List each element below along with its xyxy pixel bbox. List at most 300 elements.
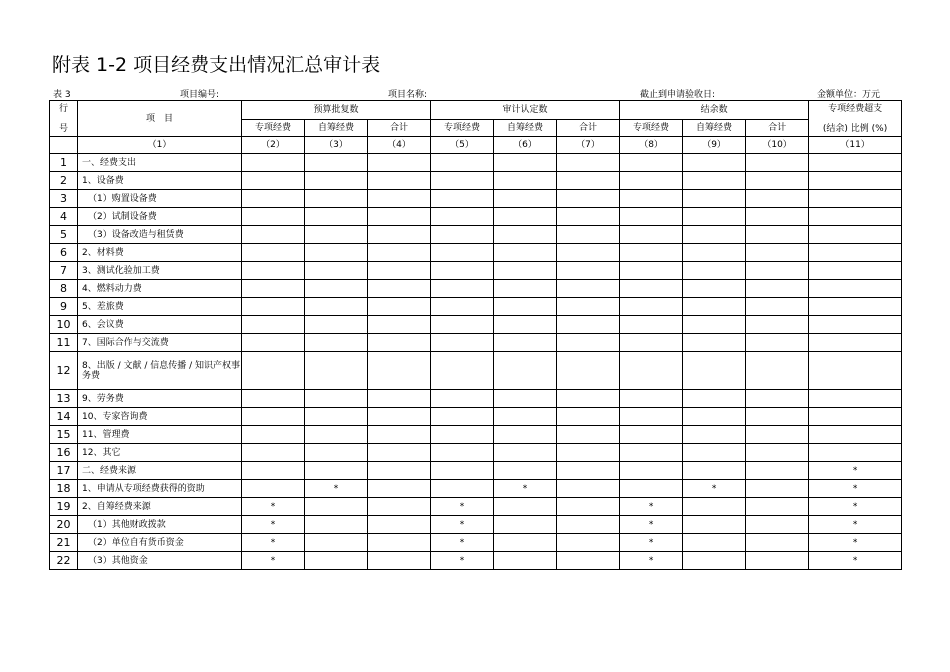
amount-cell (683, 226, 746, 244)
table-row (50, 352, 902, 390)
amount-cell (431, 208, 494, 226)
amount-cell (683, 444, 746, 462)
amount-cell (305, 154, 368, 172)
amount-cell (683, 390, 746, 408)
amount-cell (368, 352, 431, 390)
row-number-cell: 10 (50, 316, 78, 334)
item-name-cell: 11、管理费 (78, 426, 242, 444)
table-row (50, 480, 902, 498)
amount-cell: * (620, 534, 683, 552)
amount-cell (431, 444, 494, 462)
overspend-ratio-header: 专项经费超支 (结余) 比例 (%) (809, 101, 902, 137)
amount-cell (746, 390, 809, 408)
amount-cell (620, 172, 683, 190)
amount-cell (494, 280, 557, 298)
amount-cell (683, 244, 746, 262)
amount-cell (494, 552, 557, 570)
amount-cell (620, 444, 683, 462)
amount-cell (557, 298, 620, 316)
amount-cell (368, 208, 431, 226)
col-number-cell: （8） (620, 137, 683, 154)
amount-cell (557, 262, 620, 280)
amount-cell (620, 208, 683, 226)
amount-cell (242, 298, 305, 316)
amount-cell (368, 316, 431, 334)
amount-cell (557, 334, 620, 352)
amount-cell (431, 352, 494, 390)
amount-cell (620, 298, 683, 316)
amount-cell (683, 298, 746, 316)
amount-cell (683, 534, 746, 552)
item-name-cell: 1、设备费 (78, 172, 242, 190)
subcol-header: 合计 (746, 120, 809, 137)
amount-cell: * (431, 516, 494, 534)
amount-cell (431, 426, 494, 444)
table-row (50, 280, 902, 298)
amount-cell (431, 390, 494, 408)
amount-cell (620, 334, 683, 352)
amount-cell (494, 462, 557, 480)
amount-cell (557, 154, 620, 172)
subcol-header: 合计 (557, 120, 620, 137)
amount-cell (746, 462, 809, 480)
row-number-cell: 2 (50, 172, 78, 190)
row-number-cell: 11 (50, 334, 78, 352)
amount-cell (431, 226, 494, 244)
amount-cell (746, 480, 809, 498)
amount-cell (305, 190, 368, 208)
amount-cell (431, 480, 494, 498)
col-number-cell: （3） (305, 137, 368, 154)
item-name-cell: 2、材料费 (78, 244, 242, 262)
amount-cell (557, 408, 620, 426)
amount-cell (620, 408, 683, 426)
col-number-cell: （7） (557, 137, 620, 154)
amount-cell (494, 262, 557, 280)
amount-cell (305, 280, 368, 298)
amount-cell (368, 172, 431, 190)
amount-cell (368, 390, 431, 408)
amount-cell (746, 316, 809, 334)
amount-cell (368, 480, 431, 498)
amount-cell (557, 390, 620, 408)
row-number-cell: 5 (50, 226, 78, 244)
amount-cell (746, 352, 809, 390)
table-row (50, 208, 902, 226)
item-name-cell: 一、经费支出 (78, 154, 242, 172)
amount-cell (431, 280, 494, 298)
table-row (50, 262, 902, 280)
amount-cell (746, 426, 809, 444)
amount-cell (683, 316, 746, 334)
amount-cell (746, 172, 809, 190)
amount-cell (368, 552, 431, 570)
amount-cell (242, 316, 305, 334)
amount-cell: * (809, 552, 902, 570)
amount-cell: * (242, 516, 305, 534)
amount-cell (305, 498, 368, 516)
amount-cell (557, 208, 620, 226)
item-name-cell: 8、出版 / 文献 / 信息传播 / 知识产权事务费 (78, 352, 242, 390)
amount-cell (746, 226, 809, 244)
col-number-cell: （1） (78, 137, 242, 154)
amount-cell (620, 316, 683, 334)
col-number-cell: （2） (242, 137, 305, 154)
item-name-cell: 二、经费来源 (78, 462, 242, 480)
amount-cell (746, 516, 809, 534)
amount-cell (557, 244, 620, 262)
amount-cell (809, 298, 902, 316)
amount-cell (431, 408, 494, 426)
row-number-cell: 19 (50, 498, 78, 516)
amount-cell (683, 552, 746, 570)
amount-cell (746, 498, 809, 516)
amount-cell (305, 262, 368, 280)
amount-cell: * (431, 552, 494, 570)
audit-summary-table (49, 100, 902, 570)
item-name-cell: （1）购置设备费 (78, 190, 242, 208)
amount-cell: * (242, 534, 305, 552)
item-name-cell: 10、专家咨询费 (78, 408, 242, 426)
item-name-cell: 2、自筹经费来源 (78, 498, 242, 516)
amount-cell (494, 334, 557, 352)
amount-cell (305, 298, 368, 316)
amount-cell (494, 298, 557, 316)
amount-cell (431, 462, 494, 480)
col-number-cell (50, 137, 78, 154)
page-title: 附表 1-2 项目经费支出情况汇总审计表 (52, 54, 381, 76)
row-number-cell: 3 (50, 190, 78, 208)
amount-cell (431, 316, 494, 334)
amount-cell (557, 444, 620, 462)
item-name-cell: （2）单位自有货币资金 (78, 534, 242, 552)
amount-cell (809, 426, 902, 444)
amount-cell (746, 334, 809, 352)
amount-cell (683, 516, 746, 534)
amount-cell (809, 208, 902, 226)
subcol-header: 专项经费 (242, 120, 305, 137)
amount-cell (305, 390, 368, 408)
amount-cell (620, 154, 683, 172)
row-number-cell: 9 (50, 298, 78, 316)
amount-cell (809, 172, 902, 190)
row-number-cell: 18 (50, 480, 78, 498)
amount-cell: * (809, 480, 902, 498)
amount-cell: * (494, 480, 557, 498)
amount-cell (494, 390, 557, 408)
deadline-label: 截止到申请验收日: (640, 90, 716, 100)
item-name-cell: 4、燃料动力费 (78, 280, 242, 298)
row-number-cell: 17 (50, 462, 78, 480)
amount-cell (494, 190, 557, 208)
col-number-cell: （5） (431, 137, 494, 154)
amount-cell (242, 352, 305, 390)
amount-cell (809, 154, 902, 172)
amount-cell (242, 444, 305, 462)
amount-cell (431, 244, 494, 262)
amount-cell (368, 262, 431, 280)
amount-cell (620, 426, 683, 444)
amount-cell (368, 226, 431, 244)
amount-cell (683, 208, 746, 226)
amount-cell (305, 552, 368, 570)
amount-cell (683, 334, 746, 352)
amount-cell (431, 298, 494, 316)
amount-cell (809, 316, 902, 334)
project-number-label: 项目编号: (180, 90, 220, 100)
amount-cell (809, 408, 902, 426)
item-name-cell: （1）其他财政拨款 (78, 516, 242, 534)
amount-cell (809, 334, 902, 352)
amount-cell (305, 426, 368, 444)
amount-cell (368, 190, 431, 208)
amount-cell (620, 480, 683, 498)
amount-cell (305, 244, 368, 262)
amount-cell (746, 444, 809, 462)
table-row (50, 172, 902, 190)
amount-cell (557, 516, 620, 534)
amount-cell (368, 154, 431, 172)
amount-cell (683, 408, 746, 426)
amount-cell: * (683, 480, 746, 498)
subcol-header: 自筹经费 (305, 120, 368, 137)
amount-cell (557, 534, 620, 552)
amount-cell (683, 462, 746, 480)
row-number-cell: 12 (50, 352, 78, 390)
amount-cell (242, 226, 305, 244)
table-number: 表 3 (53, 90, 71, 100)
row-number-cell: 21 (50, 534, 78, 552)
table-row (50, 516, 902, 534)
amount-cell (305, 352, 368, 390)
amount-cell (494, 408, 557, 426)
item-name-cell: 5、差旅费 (78, 298, 242, 316)
item-header: 项 目 (78, 101, 242, 137)
project-name-label: 项目名称: (388, 90, 428, 100)
row-number-cell: 22 (50, 552, 78, 570)
amount-cell (494, 516, 557, 534)
amount-cell (494, 226, 557, 244)
amount-cell (683, 262, 746, 280)
amount-cell (809, 262, 902, 280)
subcol-header: 合计 (368, 120, 431, 137)
table-row (50, 426, 902, 444)
amount-cell (494, 444, 557, 462)
item-name-cell: 12、其它 (78, 444, 242, 462)
amount-cell (305, 516, 368, 534)
amount-cell (368, 408, 431, 426)
table-row (50, 408, 902, 426)
amount-cell (494, 534, 557, 552)
row-number-cell: 20 (50, 516, 78, 534)
amount-cell (620, 280, 683, 298)
amount-cell (494, 208, 557, 226)
item-name-cell: 3、测试化验加工费 (78, 262, 242, 280)
amount-cell: * (620, 552, 683, 570)
amount-cell (494, 244, 557, 262)
amount-cell (305, 226, 368, 244)
row-number-cell: 14 (50, 408, 78, 426)
amount-cell (242, 172, 305, 190)
amount-cell (620, 262, 683, 280)
amount-cell (746, 262, 809, 280)
table-row (50, 316, 902, 334)
row-number-cell: 7 (50, 262, 78, 280)
amount-cell (557, 172, 620, 190)
table-row (50, 498, 902, 516)
amount-cell (620, 390, 683, 408)
amount-cell (242, 426, 305, 444)
table-row (50, 444, 902, 462)
amount-cell (557, 190, 620, 208)
amount-cell (494, 352, 557, 390)
amount-cell (368, 298, 431, 316)
amount-cell (368, 244, 431, 262)
table-row (50, 190, 902, 208)
amount-cell (242, 244, 305, 262)
item-name-cell: （2）试制设备费 (78, 208, 242, 226)
amount-cell (746, 534, 809, 552)
item-name-cell: 9、劳务费 (78, 390, 242, 408)
table-row (50, 226, 902, 244)
table-row (50, 552, 902, 570)
amount-cell (620, 226, 683, 244)
amount-cell (683, 154, 746, 172)
amount-cell (305, 408, 368, 426)
table-row (50, 334, 902, 352)
amount-cell: * (242, 498, 305, 516)
amount-unit-label: 金额单位：万元 (817, 90, 881, 100)
row-number-cell: 4 (50, 208, 78, 226)
amount-cell (746, 280, 809, 298)
amount-cell (746, 298, 809, 316)
amount-cell (746, 408, 809, 426)
amount-cell (242, 262, 305, 280)
amount-cell (746, 190, 809, 208)
table-row (50, 154, 902, 172)
amount-cell (746, 154, 809, 172)
amount-cell (431, 262, 494, 280)
amount-cell (746, 208, 809, 226)
amount-cell (746, 552, 809, 570)
item-name-cell: 6、会议费 (78, 316, 242, 334)
amount-cell (557, 552, 620, 570)
amount-cell (368, 334, 431, 352)
amount-cell (557, 280, 620, 298)
table-row (50, 298, 902, 316)
amount-cell (557, 352, 620, 390)
amount-cell (746, 244, 809, 262)
amount-cell (431, 154, 494, 172)
col-number-cell: （10） (746, 137, 809, 154)
amount-cell (305, 534, 368, 552)
amount-cell (242, 154, 305, 172)
amount-cell (305, 444, 368, 462)
amount-cell: * (620, 498, 683, 516)
amount-cell (305, 334, 368, 352)
amount-cell (557, 462, 620, 480)
col-number-cell: （6） (494, 137, 557, 154)
row-number-cell: 16 (50, 444, 78, 462)
amount-cell (620, 190, 683, 208)
amount-cell (557, 316, 620, 334)
amount-cell (809, 280, 902, 298)
amount-cell (809, 352, 902, 390)
amount-cell (809, 244, 902, 262)
amount-cell (305, 172, 368, 190)
amount-cell (368, 516, 431, 534)
col-number-cell: （4） (368, 137, 431, 154)
amount-cell (683, 498, 746, 516)
amount-cell (683, 172, 746, 190)
amount-cell (242, 408, 305, 426)
amount-cell (368, 498, 431, 516)
table-row (50, 244, 902, 262)
amount-cell (305, 316, 368, 334)
amount-cell (494, 154, 557, 172)
amount-cell (242, 390, 305, 408)
amount-cell: * (305, 480, 368, 498)
amount-cell (683, 352, 746, 390)
amount-cell (431, 172, 494, 190)
balance-header: 结余数 (620, 101, 809, 120)
amount-cell (431, 334, 494, 352)
amount-cell (683, 280, 746, 298)
amount-cell (809, 444, 902, 462)
amount-cell (557, 226, 620, 244)
amount-cell: * (809, 498, 902, 516)
amount-cell (557, 480, 620, 498)
amount-cell (368, 444, 431, 462)
amount-cell: * (431, 534, 494, 552)
amount-cell (242, 334, 305, 352)
amount-cell (809, 226, 902, 244)
row-number-header: 行 号 (50, 101, 78, 137)
amount-cell: * (809, 534, 902, 552)
subcol-header: 专项经费 (620, 120, 683, 137)
amount-cell: * (242, 552, 305, 570)
amount-cell (494, 172, 557, 190)
table-row (50, 534, 902, 552)
amount-cell (368, 280, 431, 298)
amount-cell (242, 280, 305, 298)
item-name-cell: （3）其他资金 (78, 552, 242, 570)
amount-cell (368, 462, 431, 480)
amount-cell (683, 190, 746, 208)
amount-cell: * (620, 516, 683, 534)
amount-cell: * (431, 498, 494, 516)
subcol-header: 自筹经费 (494, 120, 557, 137)
budget-approved-header: 预算批复数 (242, 101, 431, 120)
amount-cell (557, 426, 620, 444)
row-number-cell: 1 (50, 154, 78, 172)
item-name-cell: 1、申请从专项经费获得的资助 (78, 480, 242, 498)
amount-cell (683, 426, 746, 444)
amount-cell (620, 352, 683, 390)
amount-cell (809, 190, 902, 208)
row-number-cell: 8 (50, 280, 78, 298)
item-name-cell: （3）设备改造与租赁费 (78, 226, 242, 244)
subcol-header: 自筹经费 (683, 120, 746, 137)
amount-cell (242, 208, 305, 226)
amount-cell (305, 208, 368, 226)
table-row (50, 390, 902, 408)
amount-cell (494, 498, 557, 516)
amount-cell (557, 498, 620, 516)
audit-confirmed-header: 审计认定数 (431, 101, 620, 120)
amount-cell (620, 462, 683, 480)
amount-cell (242, 190, 305, 208)
